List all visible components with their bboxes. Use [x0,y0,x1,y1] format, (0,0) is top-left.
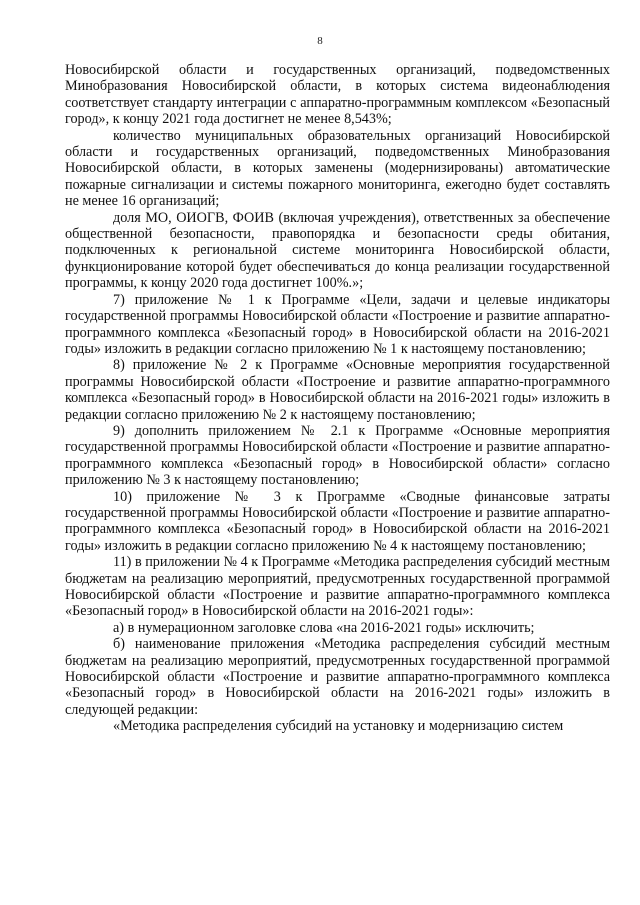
paragraph-subitem-b: б) наименование приложения «Методика распределения субсидий местным бюджетам на реализацию мероприятий, предусмотренных государственной программой Новосибирской области «Построение и развитие аппаратно-программного комплекса «Безопасный город» в Новосибирской области на 2016-2021 годы» изложить в следующей редакции: [65,636,610,718]
page-number: 8 [317,35,323,47]
paragraph-item-7: 7) приложение № 1 к Программе «Цели, задачи и целевые индикаторы государственной программы Новосибирской области «Построение и развитие аппаратно-программного комплекса «Безопасный город» в Новосибирской области на 2016-2021 годы» изложить в редакции согласно приложению № 1 к настоящему постановлению; [65,291,610,357]
paragraph-item-9: 9) дополнить приложением № 2.1 к Программе «Основные мероприятия государственной программы Новосибирской области «Построение и развитие аппаратно-программного комплекса «Безопасный город» в Новосибирской области» согласно приложению № 3 к настоящему постановлению; [65,422,610,489]
paragraph-1: Новосибирской области и государственных организаций, подведомственных Минобразования Новосибирской области, в которых система видеонаблюдения соответствует стандарту интеграции с аппаратно-программным комплексом «Безопасный город», к концу 2021 года достигнет не менее 8,543%; [65,62,610,128]
paragraph-3: доля МО, ОИОГВ, ФОИВ (включая учреждения), ответственных за обеспечение общественной безопасности, правопорядка и безопасности среды обитания, подключенных к региональной системе мониторинга Новосибирской области, функционирование которой будет обеспечиваться до конца реализации государственной программы, к концу 2020 года достигнет 100%.»; [65,209,610,292]
paragraph-quote-start: «Методика распределения субсидий на установку и модернизацию систем [113,718,564,735]
paragraph-2: количество муниципальных образовательных организаций Новосибирской области и государственных организаций, подведомственных Минобразования Новосибирской области, в которых заменены (модернизированы) автоматические пожарные сигнализации и системы пожарного мониторинга, ежегодно будет составлять не менее 16 организаций; [65,127,610,210]
paragraph-item-8: 8) приложение № 2 к Программе «Основные мероприятия государственной программы Новосибирской области «Построение и развитие аппаратно-программного комплекса «Безопасный город» в Новосибирской области на 2016-2021 годы» изложить в редакции согласно приложению № 2 к настоящему постановлению; [65,357,610,423]
paragraph-item-10: 10) приложение № 3 к Программе «Сводные финансовые затраты государственной программы Новосибирской области «Построение и развитие аппаратно-программного комплекса «Безопасный город» в Новосибирской области на 2016-2021 годы» изложить в редакции согласно приложению № 4 к настоящему постановлению; [65,488,610,554]
document-body [65,62,610,735]
paragraph-item-11: 11) в приложении № 4 к Программе «Методика распределения субсидий местным бюджетам на реализацию мероприятий, предусмотренных государственной программой Новосибирской области «Построение и развитие аппаратно-программного комплекса «Безопасный город» в Новосибирской области на 2016-2021 годы»: [65,554,610,620]
paragraph-subitem-a: а) в нумерационном заголовке слова «на 2016-2021 годы» исключить; [113,619,535,636]
